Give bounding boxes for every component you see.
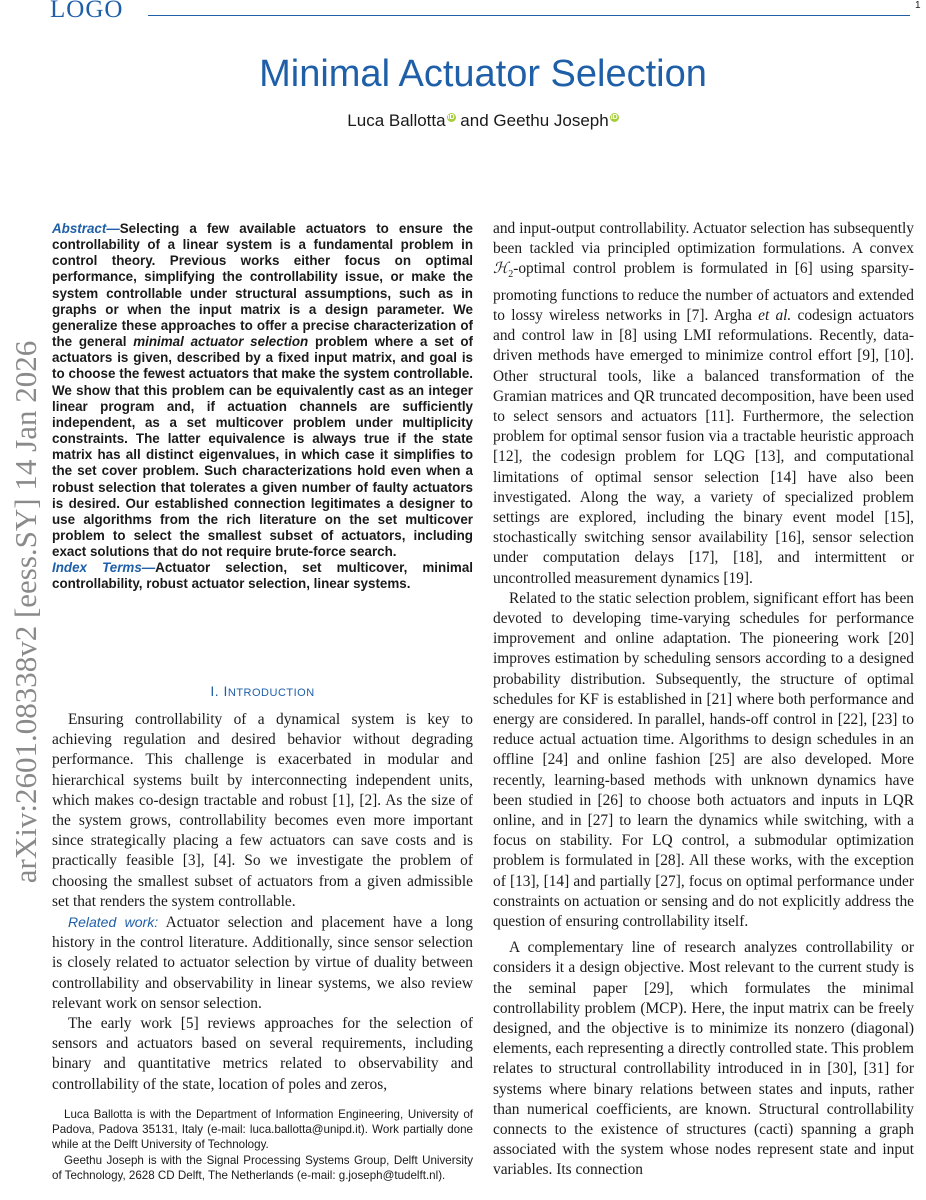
body-paragraph: A complementary line of research analyzes controllability or considers it a design objective. Most relevant to the current study is the seminal paper [29], which formulates the minimal controllability problem (MCP). Here, the input matrix can be freely designed, and the objective is to minimize its nonzero (diagonal) elements, each representing a directly controlled state. This problem relates to structural controllability introduced in in [30], [31] for systems where binary relations between states and inputs, rather than numerical coefficients, are known. Structural controllability connects to the existence of structures (cacti) spanning a graph associated with the system whose nodes represent state and input variables. Its connection <box>493 939 914 1179</box>
footnotes <box>52 1107 473 1183</box>
abstract-text: problem where a set of actuators is given, described by a fixed input matrix, and goal is to choose the fewest actuators that make the system controllable. We show that this problem can be equivalently cast as an integer linear program and, if actuation channels are sufficiently independent, as a set multicover problem under multiplicity constraints. The latter equivalence is always true if the state matrix has all distinct eigenvalues, in which case it simplifies to the set cover problem. Such characterizations hold even when a robust selection that tolerates a given number of faulty actuators is desired. Our established connection legitimates a designer to use algorithms from the rich literature on the set multicover problem to select the smallest subset of actuators, including exact solutions that do not require brute-force search. <box>52 334 473 560</box>
footnote: Geethu Joseph is with the Signal Processing Systems Group, Delft University of Technology, 2628 CD Delft, The Netherlands (e-mail: g.joseph@tudelft.nl). <box>52 1153 473 1182</box>
section-heading: I. INTRODUCTION <box>210 683 315 699</box>
author-name: Luca Ballotta <box>347 111 446 130</box>
index-terms-label: Index Terms— <box>52 560 156 576</box>
author-connector: and <box>455 111 494 130</box>
abstract-text: Selecting a few available actuators to ensure the controllability of a linear system is a fundamental problem in control theory. Previous works either focus on optimal performance, simplifying the controllability issue, or make the system controllable under structural assumptions, such as in graphs or when the input matrix is a design parameter. We generalize these approaches to offer a precise characterization of the general <box>52 221 473 350</box>
abstract <box>52 221 473 593</box>
body-paragraph: and input-output controllability. Actuator selection has subsequently been tackled via principled optimization formulations. A convex ℋ$_2$-optimal control problem is formulated in [6] using sparsity-promoting functions to reduce the number of actuators and extended to lossy wireless networks in [7]. Argha et al. codesign actuators and control law in [8] using LMI reformulations. Recently, data-driven methods have emerged to minimize control effort [9], [10]. Other structural tools, like a balanced transformation of the Gramian matrices and QR truncated decomposition, have been used to select sensors and actuators [11]. Furthermore, the selection problem for optimal sensor fusion via a tractable heuristic approach [12], the codesign problem for LQG [13], and computational limitations of optimal sensor selection [14] have also been investigated. Along the way, a variety of specialized problem settings are explored, including the binary event model [15], stochastically switching sensor availability [16], sensor selection under computation delays [17], [18], and intermittent or uncontrolled measurement dynamics [19]. <box>493 220 914 587</box>
index-terms: Actuator selection, set multicover, minimal controllability, robust actuator selection, linear systems. <box>52 560 474 592</box>
orcid-icon[interactable]: iD <box>610 114 618 121</box>
body-paragraph: Related work: Actuator selection and placement have a long history in the control literature. Additionally, since sensor selection is closely related to actuator selection by virtue of duality between controllability and observability in linear systems, we also review relevant work on sensor selection. <box>52 914 474 1012</box>
journal-logo: LOGO <box>50 0 124 23</box>
h2-symbol: ℋ <box>493 260 509 278</box>
body-paragraph: The early work [5] reviews approaches for the selection of sensors and actuators based on several requirements, including binary and quantitative metrics related to observability and controllability of the state, location of poles and zeros, <box>52 1015 473 1093</box>
orcid-icon[interactable]: iD <box>447 114 455 121</box>
author-line <box>60 110 906 132</box>
left-column <box>52 710 473 1095</box>
footnote: Luca Ballotta is with the Department of Information Engineering, University of Padova, Padova 35131, Italy (e-mail: luca.ballotta@unipd.it). Work partially done while at the Delft University of Technology. <box>52 1108 473 1152</box>
arxiv-sidebar-stamp: arXiv:2601.08338v2 [eess.SY] 14 Jan 2026 <box>8 340 43 884</box>
body-paragraph: Related to the static selection problem, significant effort has been devoted to developing time-varying schedules for performance improvement and online adaptation. The pioneering work [20] improves estimation by scheduling sensors according to a designed probability distribution. Subsequently, the structure of optimal schedules for KF is established in [21] where both performance and energy are considered. In parallel, hands-off control in [22], [23] to reduce actual actuation time. Algorithms to design schedules in an offline [24] and online fashion [25] are also developed. More recently, learning-based methods with unknown dynamics have been studied in [26] to choose both actuators and inputs in LQR online, and in [27] to learn the dynamics while switching, with a focus on stability. For LQ control, a submodular optimization problem is formulated in [28]. All these works, with the exception of [13], [14] and partially [27], focus on optimal performance under constraints on actuation or sensing and do not explicitly address the question of ensuring controllability itself. <box>493 589 914 930</box>
abstract-emphasis: minimal actuator selection <box>133 334 309 350</box>
paper-title: Minimal Actuator Selection <box>259 53 707 95</box>
body-paragraph: Ensuring controllability of a dynamical system is key to achieving regulation and desired behavior without degrading performance. This challenge is exacerbated in modular and hierarchical systems built by interconnecting independent units, which makes co-design tractable and robust [1], [2]. As the size of the system grows, controllability becomes even more important since strategically placing a few actuators can save costs and is practically feasible [3], [4]. So we investigate the problem of choosing the smallest subset of actuators from a given admissible set that renders the system controllable. <box>52 711 473 910</box>
author-name: Geethu Joseph <box>493 111 609 130</box>
abstract-label: Abstract— <box>52 221 120 236</box>
page-number: 1 <box>915 0 921 11</box>
header-rule <box>148 15 910 16</box>
right-column <box>493 219 914 1181</box>
paragraph-lead: Related work: <box>68 914 159 931</box>
